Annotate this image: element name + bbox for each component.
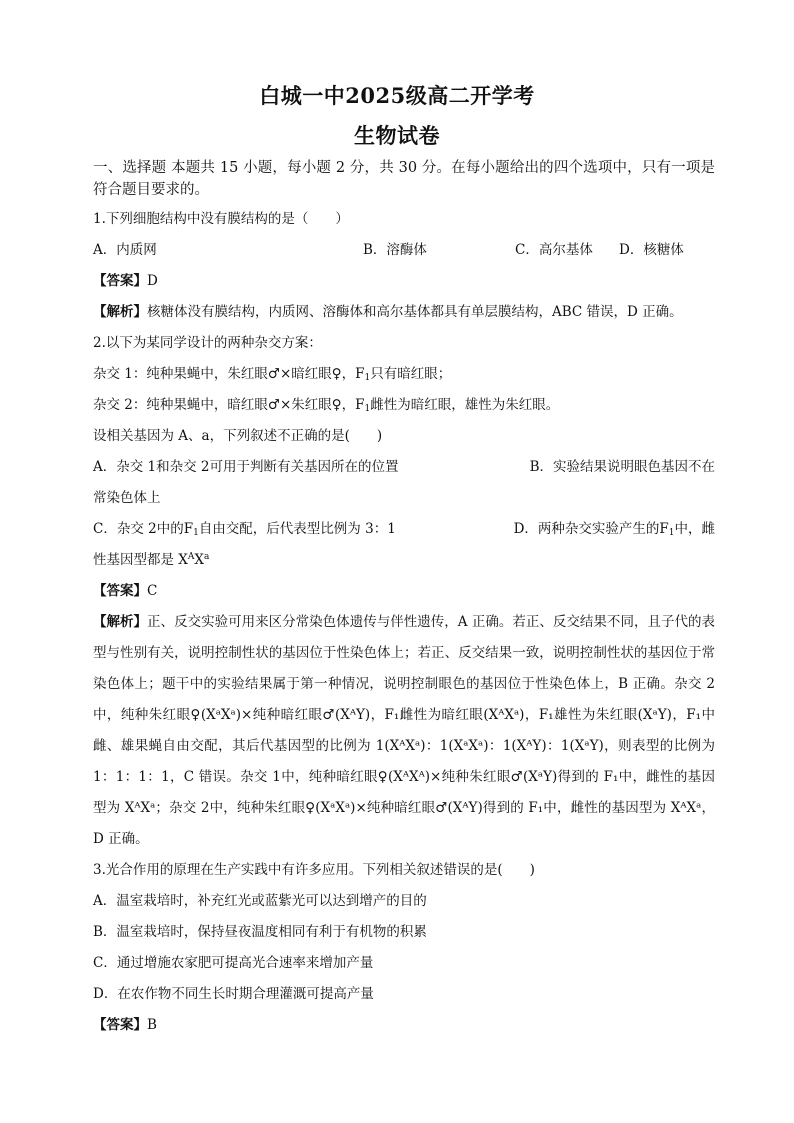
q2-cross-2 (93, 390, 715, 421)
subscript: 1 (364, 404, 371, 414)
analysis-label: 【解析】 (93, 304, 147, 320)
q2-option-b-cont: 常染色体上 (93, 490, 161, 506)
q2-option-b: B．实验结果说明眼色基因不在 (529, 459, 715, 475)
exam-body (93, 157, 715, 1041)
q1-stem: 1.下列细胞结构中没有膜结构的是（ ） (93, 211, 349, 227)
q1-answer (93, 266, 715, 297)
q2-ask: 设相关基因为 A、a，下列叙述不正确的是( ) (93, 428, 383, 444)
q1-option-b: B．溶酶体 (363, 242, 427, 258)
q1-option-d: D．核糖体 (619, 242, 684, 258)
exam-title: 白城一中2025级高二开学考 (259, 83, 535, 108)
superscript: a (204, 552, 210, 562)
answer-label: 【答案】 (93, 583, 147, 599)
q3-answer-value: B (147, 1017, 157, 1033)
answer-label: 【答案】 (93, 273, 147, 289)
superscript: A (187, 552, 195, 562)
q2-analysis (93, 607, 715, 855)
q2-option-d-cont (93, 545, 715, 576)
q1-options (93, 235, 715, 266)
q2-analysis-text: 正、反交实验可用来区分常染色体遗传与伴性遗传，A 正确。若正、反交结果不同，且子代的表型与性别有关，说明控制性状的基因位于性染色体上；若正、反交结果一致，说明控制性状的基因位于常染色体上；题干中的实验结果属于第一种情况，说明控制眼色的基因位于性染色体上，B 正确。杂交 2中，纯种朱红眼♀(XᵃXᵃ)×纯种暗红眼♂(XᴬY)，F₁雌性为暗红眼(XᴬXᵃ)，F₁雄性为朱红眼(XᵃY)，F₁中雌、雄果蝇自由交配，其后代基因型的比例为 1(XᴬXᵃ)：1(XᵃXᵃ)：1(XᴬY)：1(XᵃY)，则表型的比例为 1：1：1：1，C 错误。杂交 1中，纯种暗红眼♀(XᴬXᴬ)×纯种朱红眼♂(XᵃY)得到的 F₁中，雌性的基因型为 XᴬXᵃ；杂交 2中，纯种朱红眼♀(XᵃXᵃ)×纯种暗红眼♂(XᴬY)得到的 F₁中，雌性的基因型为 XᴬXᵃ，D 正确。 (93, 614, 715, 847)
q1-option-a: A．内质网 (93, 242, 157, 258)
q2-options-cd (93, 514, 715, 545)
q3-option-b: B．温室栽培时，保持昼夜温度相同有利于有机物的积累 (93, 924, 427, 940)
q2-answer-value: C (147, 583, 158, 599)
q2-option-d-text: D．两种杂交实验产生的F (513, 521, 669, 537)
q2-options-ab (93, 452, 715, 483)
q2-stem: 2.以下为某同学设计的两种杂交方案： (93, 335, 322, 351)
q2-option-a: A．杂交 1和杂交 2可用于判断有关基因所在的位置 (93, 459, 399, 475)
q1-answer-value: D (147, 273, 158, 289)
q3-stem: 3.光合作用的原理在生产实践中有许多应用。下列相关叙述错误的是( ) (93, 862, 535, 878)
q2-cross-1-text: 杂交 1：纯种果蝇中，朱红眼♂×暗红眼♀，F (93, 366, 365, 382)
q2-option-c-text-2: 自由交配，后代表型比例为 3：1 (198, 521, 396, 537)
q3-answer (93, 1010, 715, 1041)
q1-analysis-text: 核糖体没有膜结构，内质网、溶酶体和高尔基体都具有单层膜结构，ABC 错误，D 正确。 (147, 304, 683, 320)
answer-label: 【答案】 (93, 1017, 147, 1033)
analysis-label: 【解析】 (93, 614, 148, 630)
q2-option-d-cont-mid: X (194, 552, 205, 568)
q2-option-d (514, 514, 715, 545)
q3-option-c: C．通过增施农家肥可提高光合速率来增加产量 (93, 955, 374, 971)
q2-option-c-text: C．杂交 2中的F (93, 521, 194, 537)
q3-option-a: A．温室栽培时，补充红光或蓝紫光可以达到增产的目的 (93, 893, 427, 909)
q2-cross-2-text: 杂交 2：纯种果蝇中，暗红眼♂×朱红眼♀，F (93, 397, 365, 413)
exam-subtitle: 生物试卷 (354, 123, 440, 148)
q2-option-d-cont-text: 性基因型都是 X (93, 552, 188, 568)
q2-cross-1-result: 只有暗红眼； (370, 366, 452, 382)
q1-analysis (93, 297, 715, 328)
q3-option-d: D．在农作物不同生长时期合理灌溉可提高产量 (93, 986, 374, 1002)
q2-option-c (93, 514, 396, 545)
q2-cross-2-result: 雌性为暗红眼，雄性为朱红眼。 (370, 397, 560, 413)
subscript: 1 (668, 528, 675, 538)
q2-answer (93, 576, 715, 607)
q2-cross-1 (93, 359, 715, 390)
q1-option-c: C．高尔基体 (515, 242, 593, 258)
section-heading: 一、选择题 本题共 15 小题，每小题 2 分，共 30 分。在每小题给出的四个选项中，只有一项是符合题目要求的。 (93, 160, 715, 198)
subscript: 1 (364, 373, 371, 383)
q2-option-d-text-2: 中，雌 (674, 521, 715, 537)
subscript: 1 (193, 528, 199, 538)
